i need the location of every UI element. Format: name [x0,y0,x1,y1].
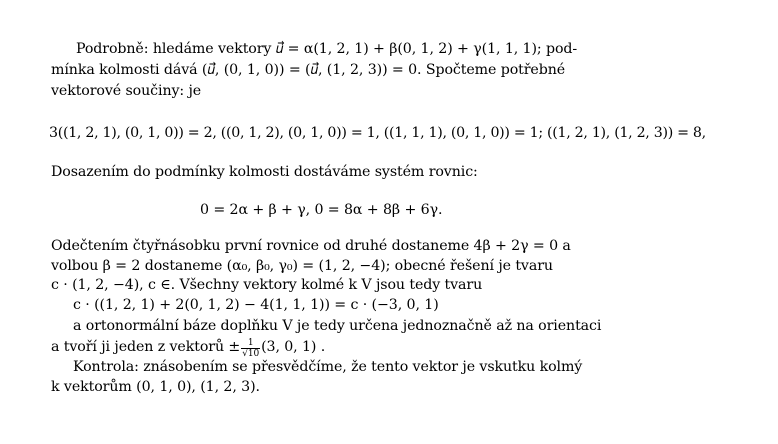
paragraph1-line3: vektorové součiny: je [51,83,202,99]
paragraph2: Dosazením do podmínky kolmosti dostáváme systém rovnic: [51,164,478,180]
paragraph1-line1: Podrobně: hledáme vektory 𝑢⃗ = α(1, 2, 1) + β(0, 1, 2) + γ(1, 1, 1); pod- [76,41,578,57]
paragraph1-line2: mínka kolmosti dává (𝑢⃗, (0, 1, 0)) = (𝑢⃗, (1, 2, 3)) = 0. Spočteme potřebné [51,62,566,78]
paragraph3-line2: volbou β = 2 dostaneme (α₀, β₀, γ₀) = (1, 2, −4); obecné řešení je tvaru [51,258,553,274]
line6-end-text: (3, 0, 1) . [261,339,326,356]
paragraph3-line6 [51,338,325,359]
paragraph3-line4: c · ((1, 2, 1) + 2(0, 1, 2) − 4(1, 1, 1)) = c · (−3, 0, 1) [73,297,439,313]
paragraph3-line1: Odečtením čtyřnásobku první rovnice od druhé dostaneme 4β + 2γ = 0 a [51,238,571,254]
paragraph4-line2: k vektorům (0, 1, 0), (1, 2, 3). [51,379,260,395]
paragraph3-line3: c · (1, 2, −4), c ∈. Všechny vektory kolmé k V jsou tedy tvaru [51,277,483,293]
paragraph4-line1: Kontrola: znásobením se přesvědčíme, že tento vektor je vskutku kolmý [73,359,583,375]
products-equation: 3((1, 2, 1), (0, 1, 0)) = 2, ((0, 1, 2), (0, 1, 0)) = 1, ((1, 1, 1), (0, 1, 0)) = 1; ((1, 2, 1), (1, 2, 3)) = 8, [49,125,706,141]
fraction-one-over-sqrt10 [241,338,260,359]
line6-start-text: a tvoří ji jeden z vektorů ± [51,339,241,356]
system-of-equations: 0 = 2α + β + γ, 0 = 8α + 8β + 6γ. [200,202,443,218]
paragraph3-line5: a ortonormální báze doplňku V je tedy určena jednoznačně až na orientaci [73,318,602,334]
fraction-denominator: √10 [242,349,260,359]
fraction-numerator: 1 [241,338,260,349]
